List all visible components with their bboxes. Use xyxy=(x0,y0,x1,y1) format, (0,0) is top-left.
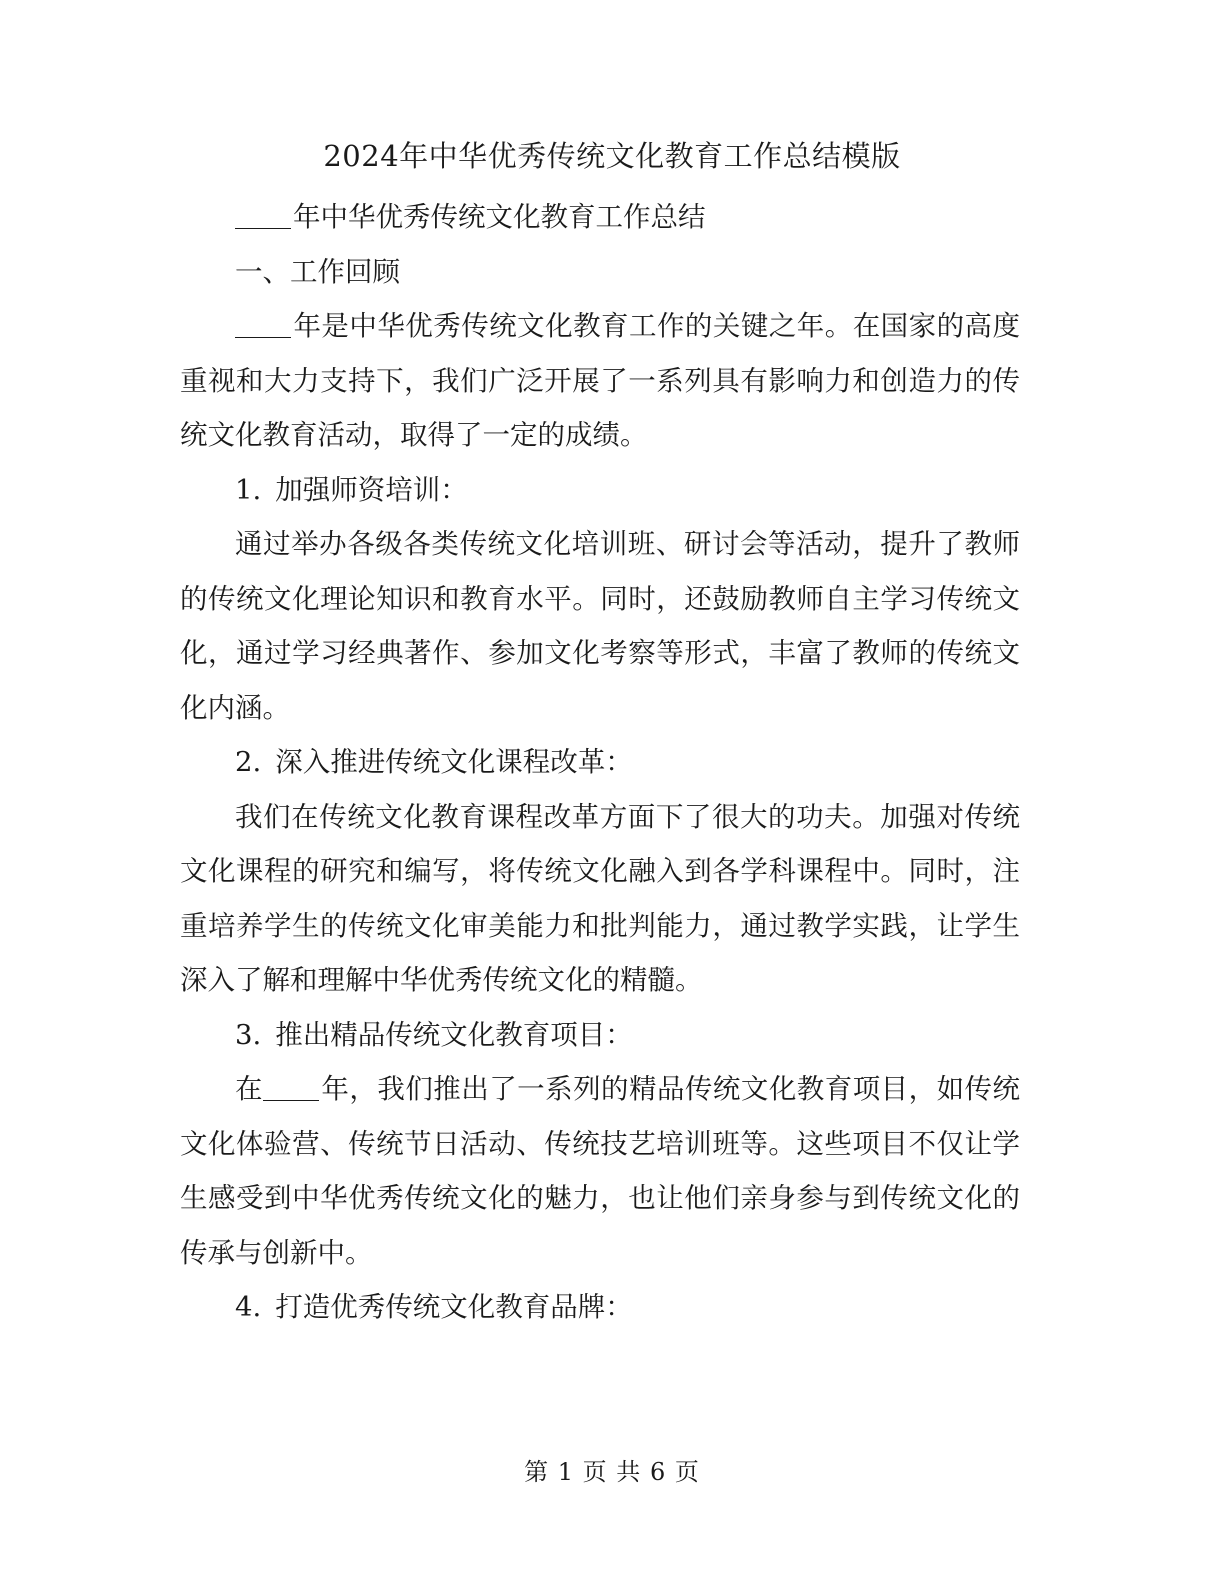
body-text: 年，我们推出了一系列的精品传统文化教育项目，如传统文化体验营、传统节日活动、传统技艺培训班等。这些项目不仅让学生感受到中华优秀传统文化的魅力，也让他们亲身参与到传统文化的传承与创新中。 xyxy=(180,1073,1021,1269)
item-heading-text: 深入推进传统文化课程改革： xyxy=(275,746,633,778)
item-number: 2. xyxy=(235,746,262,778)
item-number: 3. xyxy=(235,1018,262,1051)
item-heading-text: 推出精品传统文化教育项目： xyxy=(275,1018,633,1051)
subtitle-text: 年中华优秀传统文化教育工作总结 xyxy=(293,201,706,233)
item-heading xyxy=(180,1280,1020,1335)
body-text-prefix: 在 xyxy=(235,1073,263,1105)
fill-in-blank xyxy=(263,1071,319,1101)
body-text: 我们在传统文化教育课程改革方面下了很大的功夫。加强对传统文化课程的研究和编写，将传统文化融入到各学科课程中。同时，注重培养学生的传统文化审美能力和批判能力，通过教学实践，让学生深入了解和理解中华优秀传统文化的精髓。 xyxy=(180,800,1020,996)
body-text: 通过举办各级各类传统文化培训班、研讨会等活动，提升了教师的传统文化理论知识和教育水平。同时，还鼓励教师自主学习传统文化，通过学习经典著作、参加文化考察等形式，丰富了教师的传统文化内涵。 xyxy=(180,528,1020,724)
intro-paragraph xyxy=(180,299,1020,463)
body-paragraph xyxy=(180,1062,1020,1280)
intro-text: 年是中华优秀传统文化教育工作的关键之年。在国家的高度重视和大力支持下，我们广泛开展了一系列具有影响力和创造力的传统文化教育活动，取得了一定的成绩。 xyxy=(180,310,1020,451)
item-heading-text: 打造优秀传统文化教育品牌： xyxy=(275,1291,633,1323)
document-title: 2024年中华优秀传统文化教育工作总结模版 xyxy=(323,139,901,173)
body-paragraph xyxy=(180,517,1020,735)
document-body xyxy=(180,190,1020,1335)
body-paragraph xyxy=(180,790,1020,1008)
page-number-footer: 第 1 页 共 6 页 xyxy=(524,1458,700,1486)
item-heading xyxy=(180,735,1020,790)
subtitle-paragraph xyxy=(180,190,1020,245)
item-number: 1. xyxy=(235,473,262,506)
section-heading xyxy=(180,245,1020,300)
item-heading xyxy=(180,463,1020,518)
fill-in-blank xyxy=(235,199,291,229)
item-heading xyxy=(180,1008,1020,1063)
item-heading-text: 加强师资培训： xyxy=(275,473,468,506)
section-heading-text: 一、工作回顾 xyxy=(235,255,400,288)
item-number: 4. xyxy=(235,1291,262,1323)
fill-in-blank xyxy=(235,308,291,338)
